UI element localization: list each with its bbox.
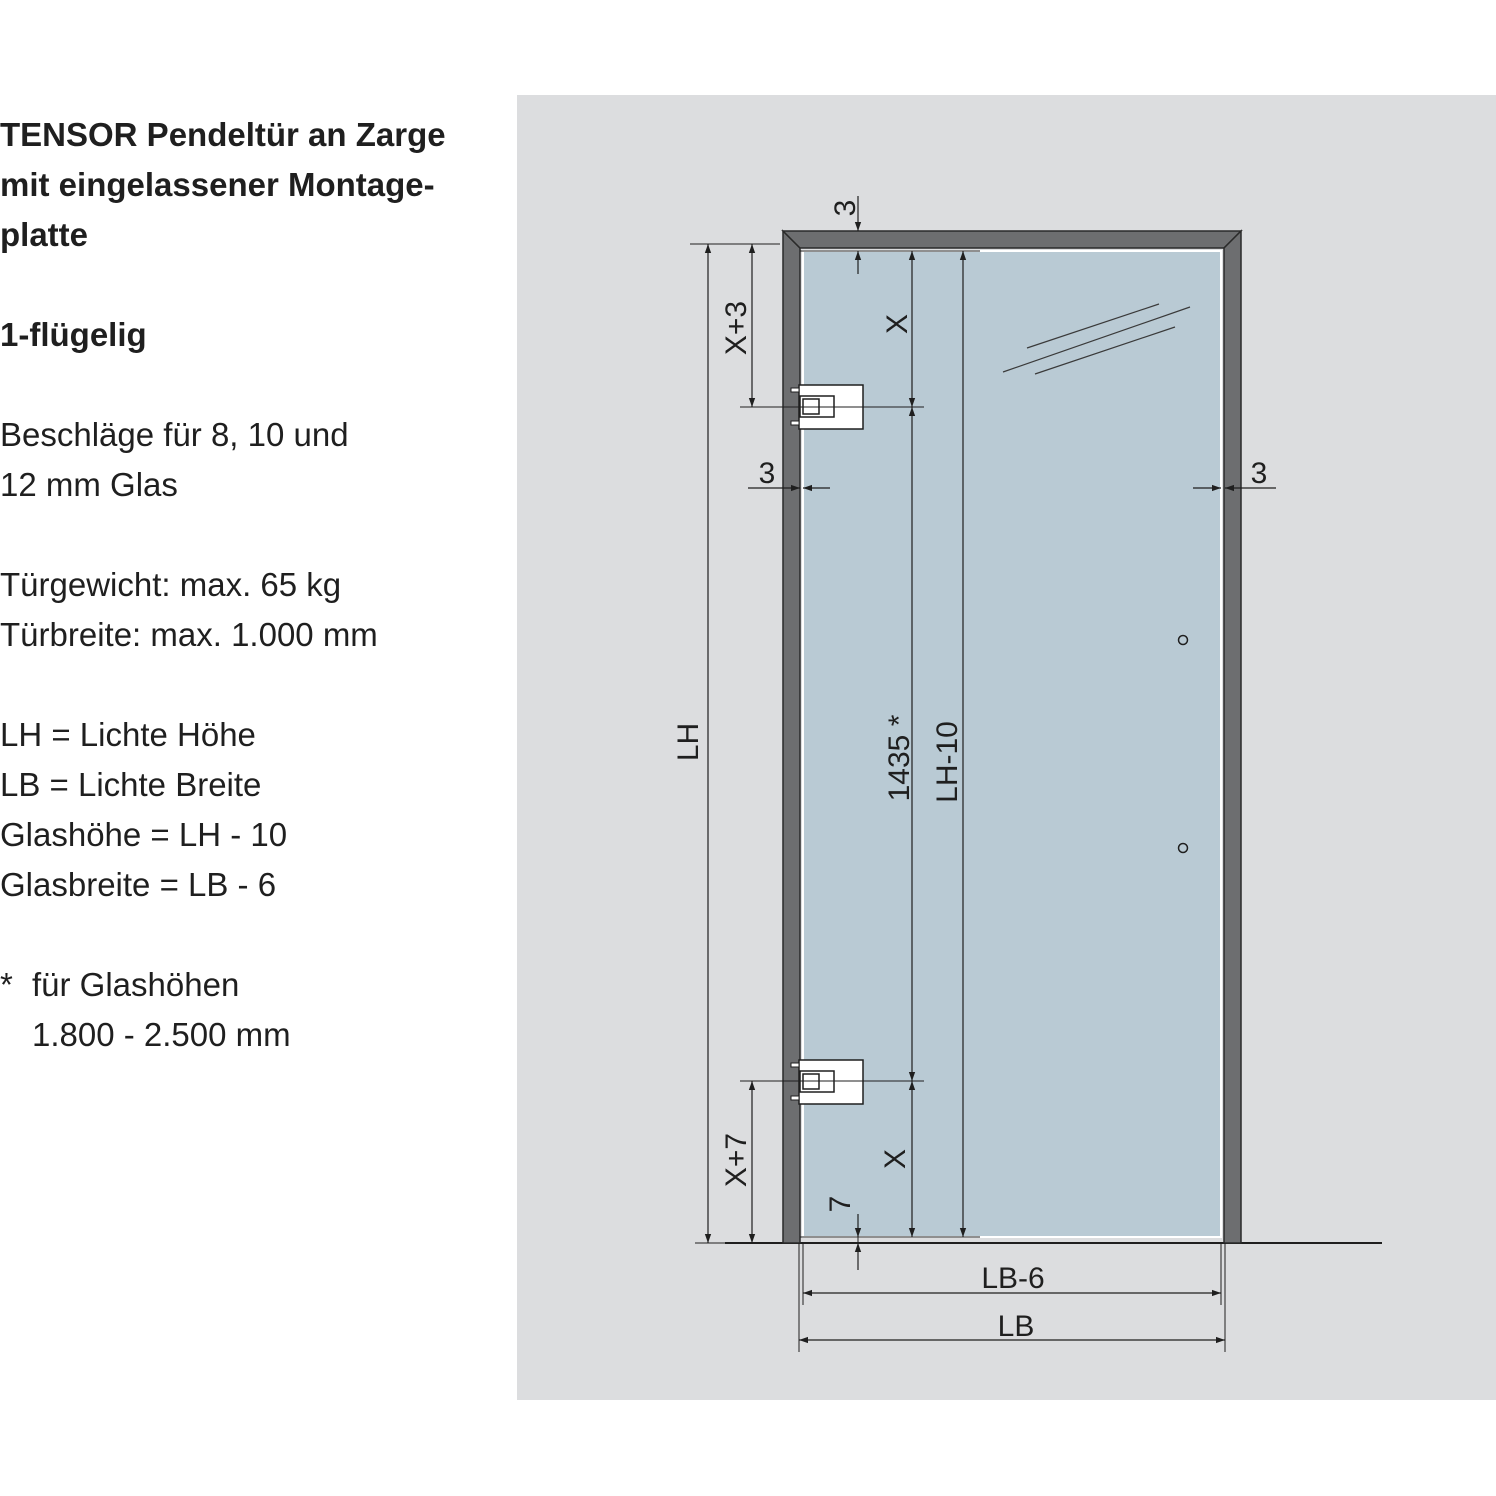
- label-top-gap: 3: [829, 199, 862, 217]
- title-line-3: platte: [0, 216, 89, 253]
- door-technical-drawing: [517, 95, 1496, 1400]
- label-bottom-gap: 7: [824, 1195, 857, 1213]
- variant-label: 1-flügelig: [0, 316, 147, 353]
- label-clear-width: LB: [997, 1310, 1035, 1343]
- footnote-line-2: 1.800 - 2.500 mm: [32, 1016, 291, 1053]
- frame-head: [783, 231, 1241, 248]
- frame-right-jamb: [1224, 231, 1241, 1243]
- bottom-hinge: [791, 1060, 863, 1104]
- label-glass-height: LH-10: [931, 721, 964, 803]
- fittings-line-1: Beschläge für 8, 10 und: [0, 416, 349, 453]
- label-glass-width: LB-6: [981, 1262, 1045, 1295]
- footnote-line-1: für Glashöhen: [32, 966, 240, 1003]
- footnote: [0, 960, 510, 1060]
- label-top-hinge-offset: X+3: [720, 300, 753, 356]
- footnote-mark: *: [0, 966, 13, 1003]
- frame-left-jamb: [783, 231, 800, 1243]
- glass-pane: [803, 251, 1221, 1237]
- title-line-1: TENSOR Pendeltür an Zarge: [0, 116, 446, 153]
- door-weight-limit: Türgewicht: max. 65 kg: [0, 566, 342, 603]
- label-bottom-hinge-offset: X+7: [720, 1132, 753, 1188]
- legend-lh: LH = Lichte Höhe: [0, 716, 256, 753]
- description-panel: [0, 110, 510, 1060]
- door-width-limit: Türbreite: max. 1.000 mm: [0, 616, 378, 653]
- label-top-x: X: [881, 313, 914, 335]
- legend-lb: LB = Lichte Breite: [0, 766, 262, 803]
- label-right-gap: 3: [1250, 457, 1268, 490]
- label-clear-height: LH: [672, 722, 705, 762]
- title-line-2: mit eingelassener Montage-: [0, 166, 435, 203]
- fittings-line-2: 12 mm Glas: [0, 466, 178, 503]
- door-drawing-panel: [517, 95, 1496, 1400]
- legend-glass-width: Glasbreite = LB - 6: [0, 866, 277, 903]
- legend-glass-height: Glashöhe = LH - 10: [0, 816, 288, 853]
- label-bottom-x: X: [879, 1148, 912, 1170]
- label-hinge-spacing: 1435 *: [883, 714, 916, 802]
- label-left-gap: 3: [758, 457, 776, 490]
